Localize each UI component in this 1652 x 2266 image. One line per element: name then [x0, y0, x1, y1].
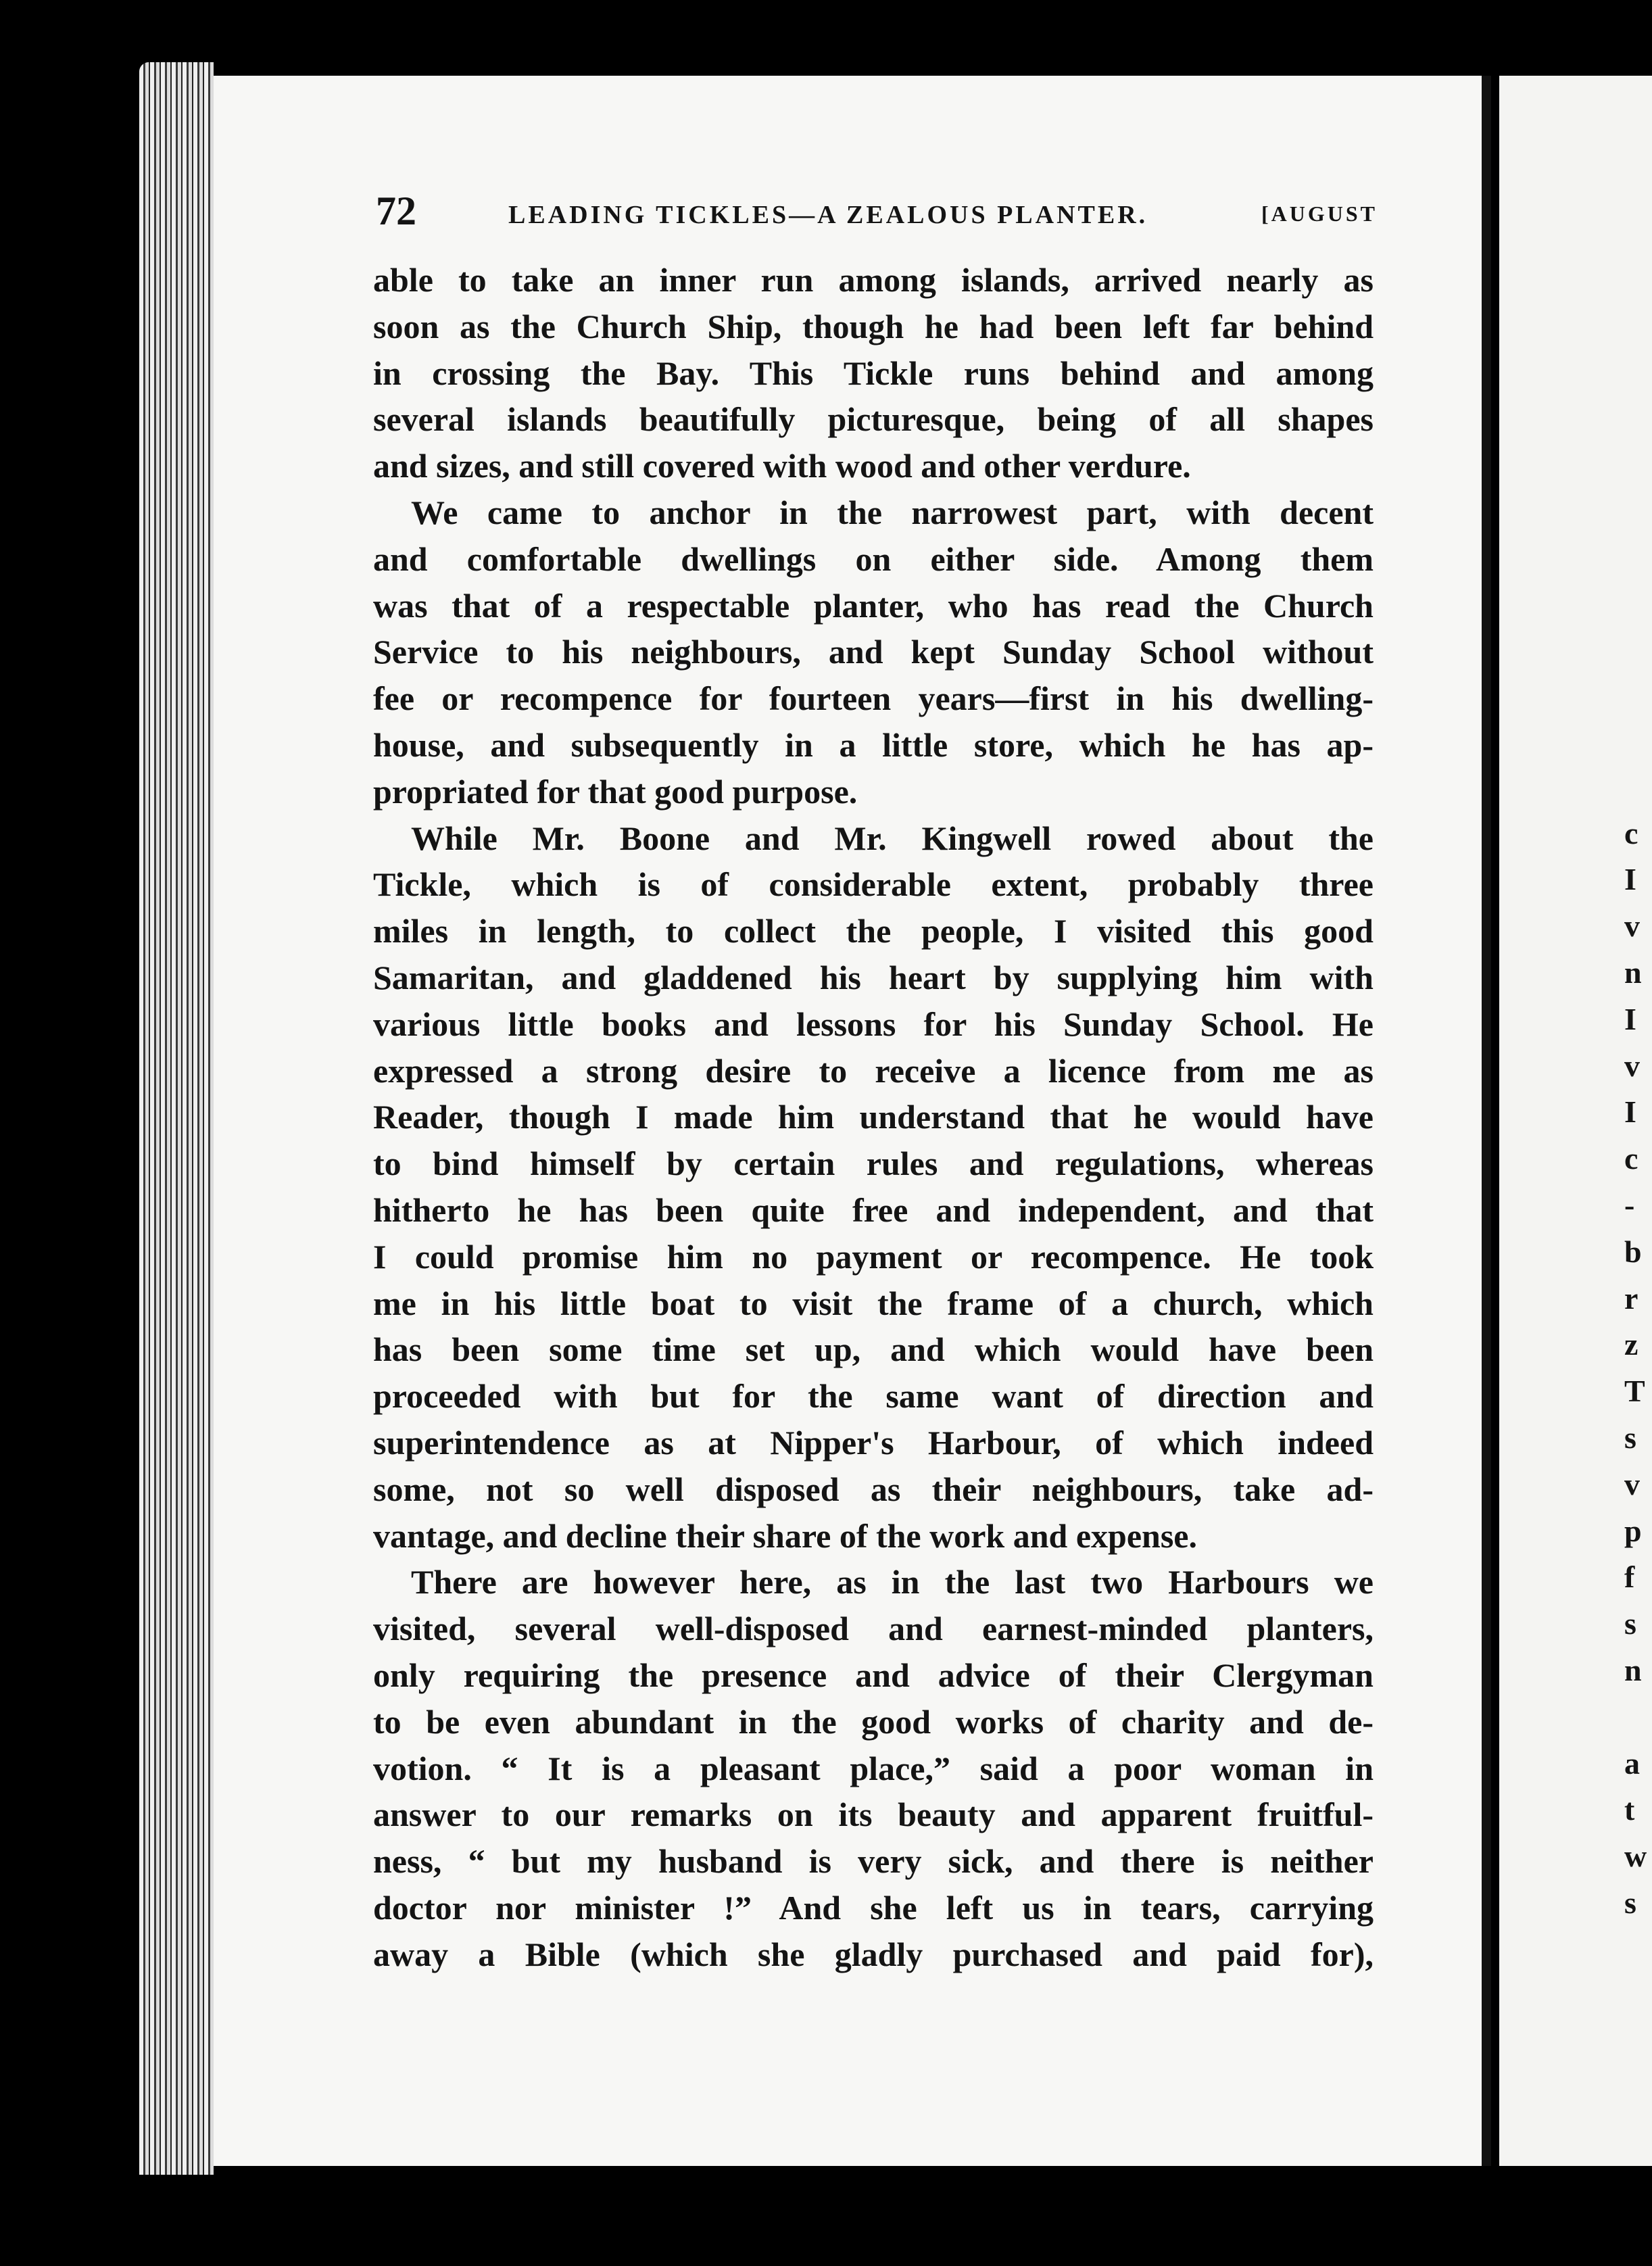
text-line: me in his little boat to visit the frame of a church, which	[373, 1284, 1374, 1322]
text-line: proceeded with but for the same want of direction and	[373, 1377, 1374, 1416]
page-content	[373, 189, 1378, 1977]
text-line: Tickle, which is of considerable extent, probably three	[373, 865, 1374, 904]
text-line: ness, “ but my husband is very sick, and there is neither	[373, 1842, 1374, 1881]
facing-page-letter: r	[1624, 1280, 1638, 1316]
facing-page-letter: t	[1624, 1792, 1635, 1827]
facing-page-letter: I	[1624, 1094, 1636, 1130]
page-number: 72	[376, 189, 416, 233]
facing-page-letter: I	[1624, 862, 1636, 897]
text-line: Samaritan, and gladdened his heart by supplying him with	[373, 958, 1374, 996]
facing-page-letter: I	[1624, 1001, 1636, 1036]
text-line: able to take an inner run among islands, arrived nearly as	[373, 261, 1374, 299]
running-head-title: LEADING TICKLES—A ZEALOUS PLANTER.	[508, 201, 1148, 229]
facing-page-letter: c	[1624, 815, 1638, 850]
facing-page-letter: v	[1624, 1048, 1640, 1083]
facing-page-letter: z	[1624, 1327, 1638, 1362]
book-page	[214, 76, 1491, 2166]
text-line: vantage, and decline their share of the work and expense.	[373, 1516, 1197, 1555]
text-line: Service to his neighbours, and kept Sunday School without	[373, 633, 1374, 671]
text-line: and sizes, and still covered with wood and other verdure.	[373, 447, 1191, 485]
text-line: While Mr. Boone and Mr. Kingwell rowed about the	[411, 819, 1374, 857]
facing-page-letter: v	[1624, 909, 1640, 944]
facing-page-letter: T	[1624, 1374, 1645, 1409]
facing-page-letter: n	[1624, 955, 1642, 990]
facing-page-letter: p	[1624, 1513, 1642, 1548]
text-line: house, and subsequently in a little store, which he has ap-	[373, 725, 1374, 764]
facing-page-letter: a	[1624, 1745, 1640, 1781]
book-page-edges	[139, 62, 214, 2175]
facing-page-letter: b	[1624, 1234, 1642, 1269]
text-line: hitherto he has been quite free and independent, and that	[373, 1190, 1374, 1229]
text-line: There are however here, as in the last two Harbours we	[411, 1563, 1374, 1601]
text-line: I could promise him no payment or recompence. He took	[373, 1237, 1374, 1276]
text-line: answer to our remarks on its beauty and apparent fruitful-	[373, 1795, 1374, 1834]
text-line: votion. “ It is a pleasant place,” said a poor woman in	[373, 1749, 1374, 1787]
text-line: several islands beautifully picturesque, being of all shapes	[373, 400, 1374, 439]
text-line: has been some time set up, and which would have been	[373, 1330, 1374, 1369]
running-head	[373, 189, 1378, 254]
running-head-month: [AUGUST	[1261, 201, 1378, 226]
text-line: only requiring the presence and advice of their Clergyman	[373, 1656, 1374, 1694]
text-line: in crossing the Bay. This Tickle runs behind and among	[373, 354, 1374, 392]
text-line: visited, several well-disposed and earnest-minded planters,	[373, 1610, 1374, 1648]
facing-page-letter: s	[1624, 1606, 1636, 1641]
text-line: to be even abundant in the good works of charity and de-	[373, 1702, 1374, 1741]
text-line: We came to anchor in the narrowest part, with decent	[411, 493, 1374, 531]
facing-page-fragment	[1499, 76, 1652, 2166]
text-line: away a Bible (which she gladly purchased and paid for),	[373, 1935, 1374, 1973]
text-line: some, not so well disposed as their neighbours, take ad-	[373, 1470, 1374, 1508]
text-line: and comfortable dwellings on either side. Among them	[373, 539, 1374, 578]
body-text	[373, 257, 1374, 1977]
text-line: doctor nor minister !” And she left us in tears, carrying	[373, 1888, 1374, 1927]
facing-page-letter: c	[1624, 1141, 1638, 1176]
text-line: various little books and lessons for his Sunday School. He	[373, 1005, 1374, 1043]
text-line: miles in length, to collect the people, I visited this good	[373, 912, 1374, 950]
text-line: propriated for that good purpose.	[373, 772, 858, 811]
facing-page-letter: w	[1624, 1839, 1647, 1874]
facing-page-letter: s	[1624, 1885, 1636, 1920]
facing-page-letter: f	[1624, 1560, 1635, 1595]
text-line: fee or recompence for fourteen years—first in his dwelling-	[373, 679, 1374, 718]
text-line: to bind himself by certain rules and regulations, whereas	[373, 1144, 1374, 1183]
text-line: Reader, though I made him understand that he would have	[373, 1098, 1374, 1136]
text-line: superintendence as at Nipper's Harbour, of which indeed	[373, 1423, 1374, 1462]
text-line: was that of a respectable planter, who has read the Church	[373, 586, 1374, 625]
facing-page-letter: v	[1624, 1466, 1640, 1501]
text-line: expressed a strong desire to receive a licence from me as	[373, 1051, 1374, 1090]
facing-page-letter: -	[1624, 1188, 1635, 1222]
text-line: soon as the Church Ship, though he had been left far behind	[373, 307, 1374, 345]
facing-page-letter: s	[1624, 1420, 1636, 1455]
facing-page-letter: n	[1624, 1653, 1642, 1687]
